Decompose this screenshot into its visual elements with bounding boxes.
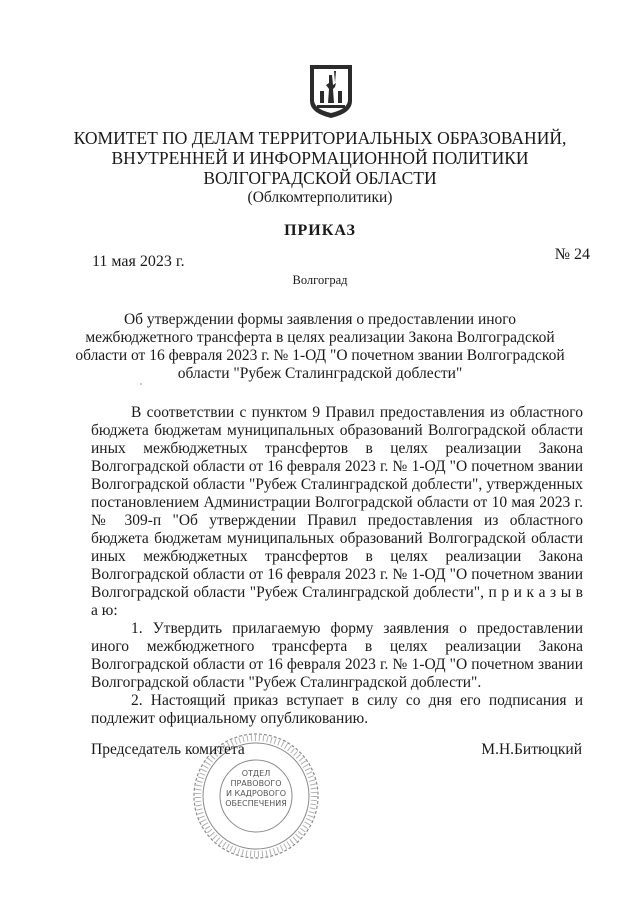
signatory-name: М.Н.Битюцкий xyxy=(481,741,582,758)
header-line-3: ВОЛГОГРАДСКОЙ ОБЛАСТИ xyxy=(203,168,437,188)
seal-line-2: ПРАВОВОГО xyxy=(230,779,282,788)
document-city: Волгоград xyxy=(292,273,348,287)
body-paragraph-3: 2. Настоящий приказ вступает в силу со дня его подписания и подлежит официальному опубликованию. xyxy=(91,692,583,727)
coat-of-arms-emblem xyxy=(308,63,354,119)
seal-line-1: ОТДЕЛ xyxy=(241,769,271,778)
header-line-2: ВНУТРЕННЕЙ И ИНФОРМАЦИОННОЙ ПОЛИТИКИ xyxy=(111,148,529,168)
organization-header xyxy=(60,128,580,208)
header-line-4: (Облкомтерполитики) xyxy=(247,189,393,206)
document-subject: Об утверждении формы заявления о предоставлении иного межбюджетного трансферта в целях реализации Закона Волгоградской области от 16 февраля 2023 г. № 1-ОД "О почетном звании Волгоградской области "Рубеж Сталинградской доблести" xyxy=(75,311,565,382)
scan-speck xyxy=(140,383,142,385)
body-paragraph-1: В соответствии с пунктом 9 Правил предоставления из областного бюджета бюджетам муниципальных образований Волгоградской области иных межбюджетных трансфертов в целях реализации Закона Волгоградской области от 16 февраля 2023 г. № 1-ОД "О почетном звании Волгоградской области "Рубеж Сталинградской доблести", утвержденных постановлением Администрации Волгоградской области от 10 мая 2023 г. № 309-п "Об утверждении Правил предоставления из областного бюджета бюджетам муниципальных образований Волгоградской области иных межбюджетных трансфертов в целях реализации Закона Волгоградской области от 16 февраля 2023 г. № 1-ОД "О почетном звании Волгоградской области "Рубеж Сталинградской доблести", п р и к а з ы в а ю: xyxy=(91,404,583,619)
document-body xyxy=(91,404,583,728)
header-line-1: КОМИТЕТ ПО ДЕЛАМ ТЕРРИТОРИАЛЬНЫХ ОБРАЗОВАНИЙ, xyxy=(73,128,567,148)
document-date: 11 мая 2023 г. xyxy=(92,253,185,270)
seal-line-3: И КАДРОВОГО xyxy=(225,789,286,798)
seal-line-4: ОБЕСПЕЧЕНИЯ xyxy=(225,799,287,808)
body-paragraph-2: 1. Утвердить прилагаемую форму заявления о предоставлении иного межбюджетного трансферта в целях реализации Закона Волгоградской области от 16 февраля 2023 г. № 1-ОД "О почетном звании Волгоградской области "Рубеж Сталинградской доблести". xyxy=(91,620,583,691)
document-number: № 24 xyxy=(554,246,590,263)
signatory-title: Председатель комитета xyxy=(91,741,245,758)
document-title: ПРИКАЗ xyxy=(284,222,356,239)
seal-inner-text xyxy=(224,769,288,809)
